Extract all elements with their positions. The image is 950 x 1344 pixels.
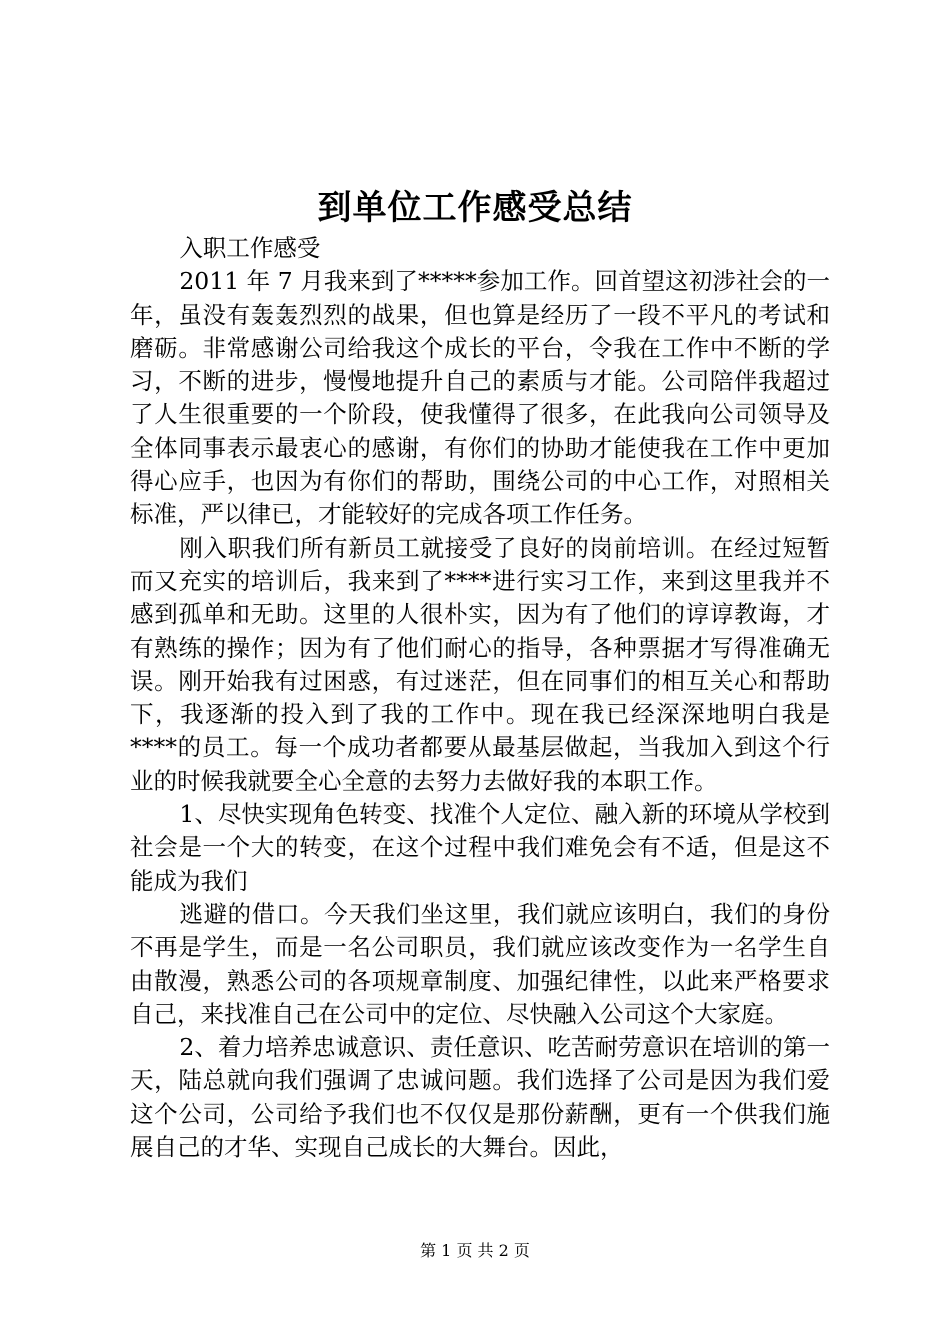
document-title: 到单位工作感受总结: [317, 188, 633, 228]
paragraph: 刚入职我们所有新员工就接受了良好的岗前培训。在经过短暂而又充实的培训后，我来到了****进行实习工作，来到这里我并不感到孤单和无助。这里的人很朴实，因为有了他们的谆谆教诲，才有熟练的操作；因为有了他们耐心的指导，各种票据才写得准确无误。刚开始我有过困惑，有过迷茫，但在同事们的相互关心和帮助下，我逐渐的投入到了我的工作中。现在我已经深深地明白我是****的员工。每一个成功者都要从最基层做起，当我加入到这个行业的时候我就要全心全意的去努力去做好我的本职工作。: [130, 533, 830, 795]
paragraph: 2011 年 7 月我来到了*****参加工作。回首望这初涉社会的一年，虽没有轰轰烈烈的战果，但也算是经历了一段不平凡的考试和磨砺。非常感谢公司给我这个成长的平台，令我在工作中不断的学习，不断的进步，慢慢地提升自己的素质与才能。公司陪伴我超过了人生很重要的一个阶段，使我懂得了很多，在此我向公司领导及全体同事表示最衷心的感谢，有你们的协助才能使我在工作中更加得心应手，也因为有你们的帮助，围绕公司的中心工作，对照相关标准，严以律已，才能较好的完成各项工作任务。: [130, 267, 830, 529]
paragraph-heading: 入职工作感受: [179, 234, 321, 262]
paragraph: 2、着力培养忠诚意识、责任意识、吃苦耐劳意识在培训的第一天，陆总就向我们强调了忠诚问题。我们选择了公司是因为我们爱这个公司，公司给予我们也不仅仅是那份薪酬，更有一个供我们施展自己的才华、实现自己成长的大舞台。因此，: [130, 1033, 830, 1162]
paragraph: 1、尽快实现角色转变、找准个人定位、融入新的环境从学校到社会是一个大的转变，在这个过程中我们难免会有不适，但是这不能成为我们: [130, 800, 830, 895]
paragraph: 逃避的借口。今天我们坐这里，我们就应该明白，我们的身份不再是学生，而是一名公司职员，我们就应该改变作为一名学生自由散漫，熟悉公司的各项规章制度、加强纪律性，以此来严格要求自己，来找准自己在公司中的定位、尽快融入公司这个大家庭。: [130, 899, 830, 1028]
document-body: [130, 232, 830, 1164]
page-footer: 第 1 页 共 2 页: [420, 1241, 530, 1260]
